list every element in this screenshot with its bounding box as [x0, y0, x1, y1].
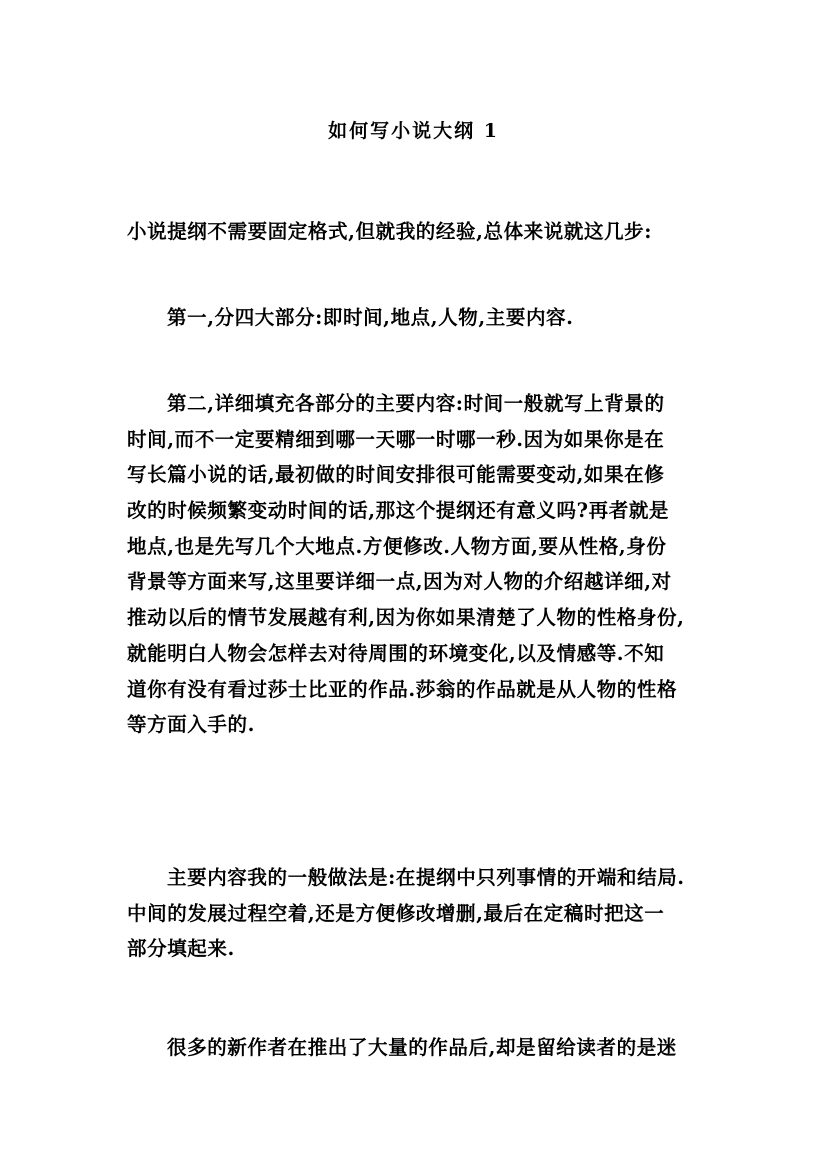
text-line: 很多的新作者在推出了大量的作品后,却是留给读者的是迷 [167, 1036, 677, 1059]
text-line: 等方面入手的. [127, 713, 255, 737]
paragraph-new-authors [127, 1030, 717, 1066]
text-line: 推动以后的情节发展越有利,因为你如果清楚了人物的性格身份, [127, 606, 685, 630]
text-line: 主要内容我的一般做法是:在提纲中只列事情的开端和结局. [167, 866, 685, 889]
text-line: 改的时候频繁变动时间的话,那这个提纲还有意义吗?再者就是 [127, 499, 670, 523]
paragraph-step-two [127, 386, 717, 743]
text-line: 第一,分四大部分:即时间,地点,人物,主要内容. [167, 306, 574, 329]
page-title: 如何写小说大纲 1 [328, 120, 499, 142]
text-line: 写长篇小说的话,最初做的时间安排很可能需要变动,如果在修 [127, 463, 665, 487]
text-line: 部分填起来. [127, 937, 235, 961]
paragraph-main-content [127, 860, 717, 967]
text-line: 地点,也是先写几个大地点.方便修改.人物方面,要从性格,身份 [127, 534, 667, 558]
text-line: 小说提纲不需要固定格式,但就我的经验,总体来说就这几步: [127, 220, 653, 243]
paragraph-intro [127, 214, 717, 250]
text-line: 就能明白人物会怎样去对待周围的环境变化,以及情感等.不知 [127, 641, 665, 665]
text-line: 第二,详细填充各部分的主要内容:时间一般就写上背景的 [167, 392, 665, 415]
text-line: 中间的发展过程空着,还是方便修改增删,最后在定稿时把这一 [127, 901, 665, 925]
text-line: 时间,而不一定要精细到哪一天哪一时哪一秒.因为如果你是在 [127, 427, 665, 451]
paragraph-step-one [127, 300, 717, 336]
text-line: 背景等方面来写,这里要详细一点,因为对人物的介绍越详细,对 [127, 570, 672, 594]
text-line: 道你有没有看过莎士比亚的作品.莎翁的作品就是从人物的性格 [127, 677, 678, 701]
